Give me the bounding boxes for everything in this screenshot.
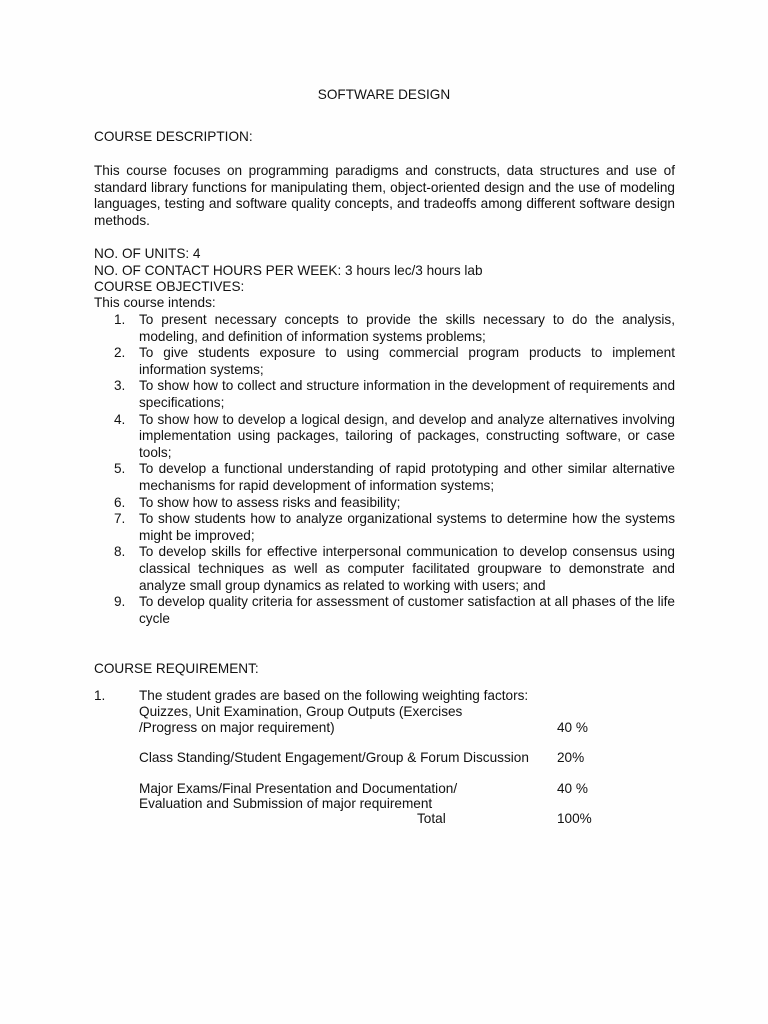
list-number: 6. xyxy=(114,494,126,510)
grading-factor-3-percent: 40 % xyxy=(557,781,588,796)
list-item-text: To develop a functional understanding of rapid prototyping and other similar alternative mechanisms for rapid development of information systems; xyxy=(139,461,675,493)
list-item xyxy=(94,511,675,544)
list-number: 5. xyxy=(114,461,126,477)
document-title: SOFTWARE DESIGN xyxy=(317,87,451,102)
list-item-text: To present necessary concepts to provide the skills necessary to do the analysis, modeling, and definition of information systems problems; xyxy=(139,312,675,344)
list-item-text: To develop skills for effective interpersonal communication to develop consensus using classical techniques as well as computer facilitated groupware to demonstrate and analyze small group dynamics as related to working with users; and xyxy=(139,544,675,593)
grading-factor-1-line-1: Quizzes, Unit Examination, Group Outputs (Exercises xyxy=(139,704,463,719)
list-item-text: To show students how to analyze organizational systems to determine how the systems might be improved; xyxy=(139,511,675,543)
list-item xyxy=(94,544,675,594)
list-item-text: To develop quality criteria for assessment of customer satisfaction at all phases of the life cycle xyxy=(139,594,675,626)
list-number: 8. xyxy=(114,544,126,560)
list-item xyxy=(94,594,675,627)
list-item-text: To show how to develop a logical design, and develop and analyze alternatives involving implementation using packages, tailoring of packages, constructing software, or case tools; xyxy=(139,411,675,460)
grading-factor-1-line-2: /Progress on major requirement) xyxy=(139,720,335,735)
list-item xyxy=(94,345,675,378)
total-percent: 100% xyxy=(557,811,592,826)
grading-factor-1-percent: 40 % xyxy=(557,720,588,735)
objectives-intro: This course intends: xyxy=(94,295,216,310)
list-number: 9. xyxy=(114,594,126,610)
list-number: 4. xyxy=(114,411,126,427)
list-item-text: To show how to assess risks and feasibility; xyxy=(139,494,401,510)
list-item xyxy=(94,495,675,512)
list-item xyxy=(94,312,675,345)
course-requirement-heading: COURSE REQUIREMENT: xyxy=(94,661,259,676)
grading-factor-3-line-2: Evaluation and Submission of major requirement xyxy=(139,796,433,811)
list-item xyxy=(94,461,675,494)
requirement-number: 1. xyxy=(94,688,106,703)
list-item-text: To show how to collect and structure information in the development of requirements and specifications; xyxy=(139,378,675,410)
grading-factor-2: Class Standing/Student Engagement/Group & Forum Discussion xyxy=(139,750,529,765)
list-item xyxy=(94,378,675,411)
contact-hours-line: NO. OF CONTACT HOURS PER WEEK: 3 hours lec/3 hours lab xyxy=(94,263,483,278)
units-line: NO. OF UNITS: 4 xyxy=(94,246,201,261)
requirement-intro: The student grades are based on the following weighting factors: xyxy=(139,688,529,703)
list-number: 7. xyxy=(114,511,126,527)
total-label: Total xyxy=(417,811,446,826)
list-number: 1. xyxy=(114,312,126,327)
grading-factor-2-percent: 20% xyxy=(557,750,585,765)
grading-factor-3-line-1: Major Exams/Final Presentation and Documentation/ xyxy=(139,781,458,796)
course-objectives-heading: COURSE OBJECTIVES: xyxy=(94,279,245,294)
course-description-heading: COURSE DESCRIPTION: xyxy=(94,129,253,144)
list-item-text: To give students exposure to using commercial program products to implement information systems; xyxy=(139,345,675,377)
objectives-list xyxy=(94,312,675,627)
course-description-text: This course focuses on programming paradigms and constructs, data structures and use of standard library functions for manipulating them, object-oriented design and the use of modeling languages, testing and software quality concepts, and tradeoffs among different software design methods. xyxy=(94,163,675,228)
list-item xyxy=(94,412,675,462)
list-number: 2. xyxy=(114,345,126,361)
list-number: 3. xyxy=(114,378,126,394)
